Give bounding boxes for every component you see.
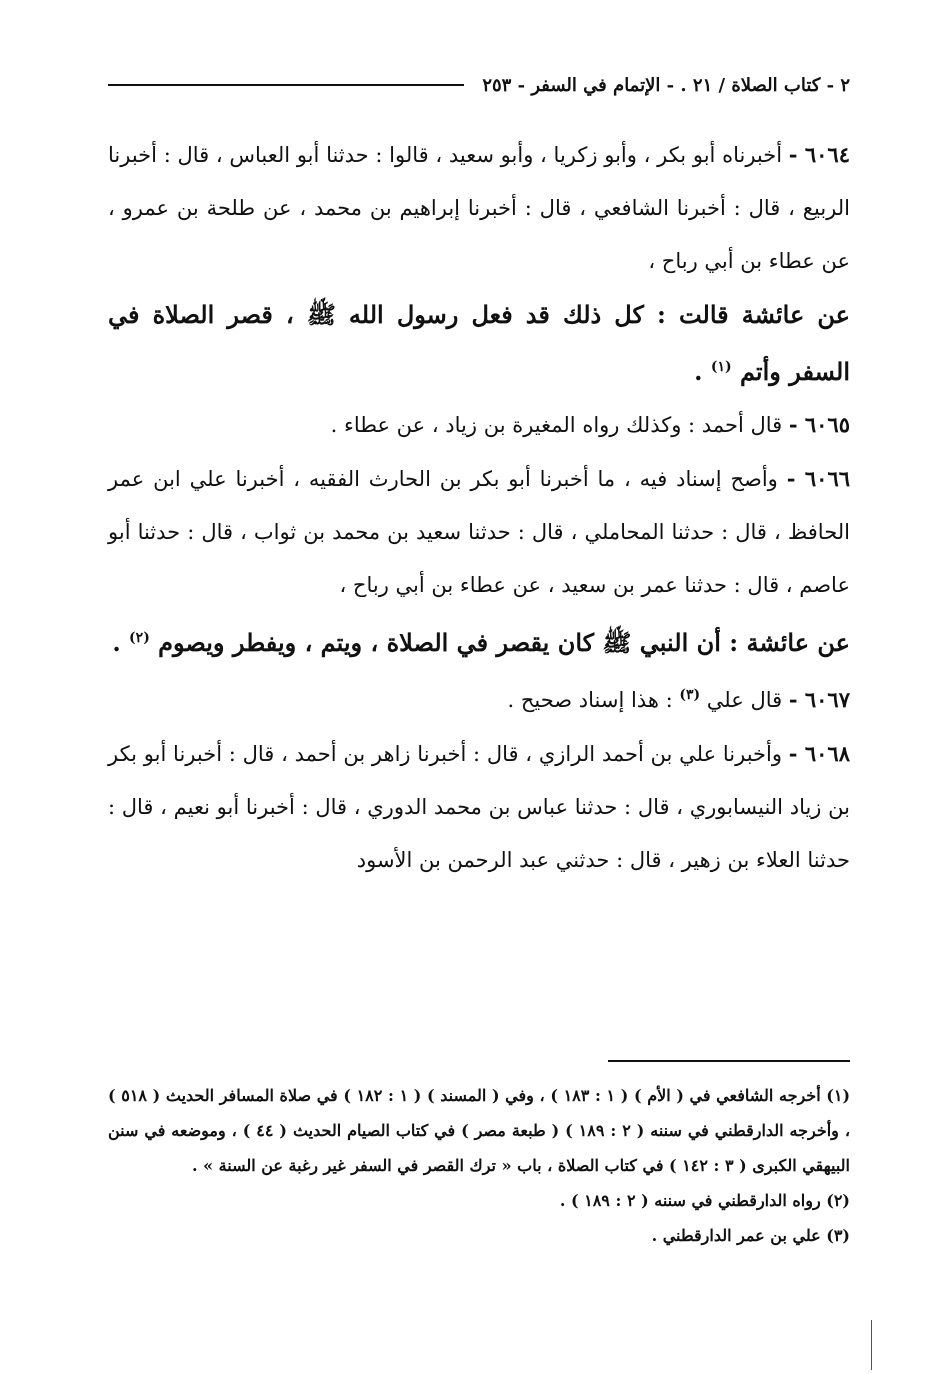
footnote-2: (٢) رواه الدارقطني في سننه ( ٢ : ١٨٩ ) .	[559, 1191, 850, 1210]
main-text	[108, 128, 850, 887]
paragraph-tail: .	[112, 628, 130, 657]
hadith-number: ٦٠٦٧ -	[788, 687, 850, 712]
footnote-separator	[608, 1060, 850, 1062]
paragraph-6066	[108, 452, 850, 612]
hadith-text-aisha-2	[108, 612, 850, 669]
paragraph-text: أخبرناه أبو بكر ، وأبو زكريا ، وأبو سعيد ، قالوا : حدثنا أبو العباس ، قال : أخبرنا الربيع ، قال : أخبرنا الشافعي ، قال : أخبرنا إبراهيم بن محمد ، عن طلحة بن عمرو ، عن عطاء بن أبي رباح ،	[108, 143, 850, 273]
paragraph-6064	[108, 128, 850, 288]
paragraph-tail: .	[694, 357, 711, 386]
footnotes	[108, 1078, 850, 1253]
paragraph-text: وأصح إسناد فيه ، ما أخبرنا أبو بكر بن الحارث الفقيه ، أخبرنا علي ابن عمر الحافظ ، قال : حدثنا المحاملي ، قال : حدثنا سعيد بن محمد بن ثواب ، قال : حدثنا أبو عاصم ، قال : حدثنا عمر بن سعيد ، عن عطاء بن أبي رباح ،	[108, 467, 850, 597]
hadith-number: ٦٠٦٦ -	[786, 466, 851, 491]
paragraph-6065	[108, 398, 850, 452]
paragraph-text: قال علي	[706, 688, 783, 712]
running-header	[108, 70, 850, 100]
hadith-text-aisha-1	[108, 288, 850, 398]
footnote-ref-2[interactable]: (٢)	[129, 630, 150, 646]
footnote-1: (١) أخرجه الشافعي في ( الأم ) ( ١ : ١٨٣ ) ، وفي ( المسند ) ( ١ : ١٨٢ ) في صلاة المسافر الحديث ( ٥١٨ ) ، وأخرجه الدارقطني في سننه ( ٢ : ١٨٩ ) ( طبعة مصر ) في كتاب الصيام الحديث ( ٤٤ ) ، وموضعه في سنن البيهقي الكبرى ( ٣ : ١٤٢ ) في كتاب الصلاة ، باب « ترك القصر في السفر غير رغبة عن السنة » .	[108, 1086, 851, 1175]
paragraph-6067	[108, 669, 850, 727]
hadith-number: ٦٠٦٨ -	[788, 741, 850, 766]
paragraph-6068	[108, 727, 850, 887]
paragraph-text: قال أحمد : وكذلك رواه المغيرة بن زياد ، عن عطاء .	[330, 413, 783, 437]
footnote-ref-3[interactable]: (٣)	[679, 687, 701, 703]
paragraph-text: عن عائشة قالت : كل ذلك قد فعل رسول الله ﷺ ، قصر الصلاة في السفر وأتم	[108, 300, 851, 386]
paragraph-text: وأخبرنا علي بن أحمد الرازي ، قال : أخبرنا زاهر بن أحمد ، قال : أخبرنا أبو بكر بن زياد النيسابوري ، قال : حدثنا عباس بن محمد الدوري ، قال : أخبرنا أبو نعيم ، قال : حدثنا العلاء بن زهير ، قال : حدثني عبد الرحمن بن الأسود	[108, 742, 850, 872]
running-title: ٢ - كتاب الصلاة / ٢١ . - الإتمام في السفر - ٢٥٣	[482, 74, 850, 96]
footnote-3: (٣) علي بن عمر الدارقطني .	[651, 1226, 850, 1245]
paragraph-tail: : هذا إسناد صحيح .	[507, 688, 680, 712]
page-edge-line	[871, 1320, 872, 1370]
footnote-ref-1[interactable]: (١)	[710, 359, 732, 375]
paragraph-text: عن عائشة : أن النبي ﷺ كان يقصر في الصلاة ، ويتم ، ويفطر ويصوم	[158, 628, 850, 657]
hadith-number: ٦٠٦٥ -	[788, 412, 850, 437]
hadith-number: ٦٠٦٤ -	[788, 142, 850, 167]
header-rule	[108, 84, 464, 86]
